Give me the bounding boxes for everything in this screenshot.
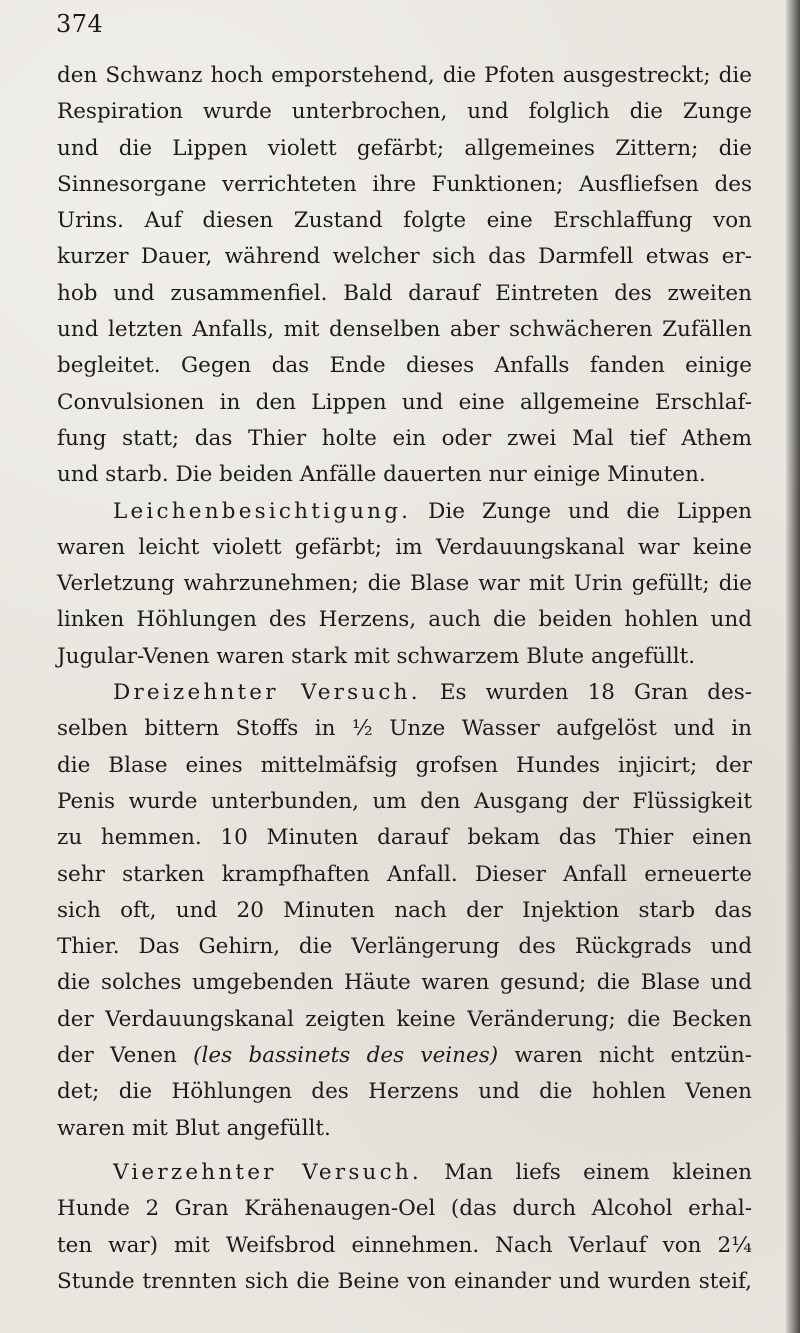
text-line: und letzten Anfalls, mit denselben aber schwächeren Zufällen (57, 317, 752, 343)
text-line: sich oft, und 20 Minuten nach der Injektion starb das (57, 897, 752, 923)
text-line: und starb. Die beiden Anfälle dauerten nur einige Minuten. (57, 462, 706, 488)
text-line: ten war) mit Weifsbrod einnehmen. Nach Verlauf von 2¼ (57, 1232, 752, 1258)
text-line: selben bittern Stoffs in ½ Unze Wasser aufgelöst und in (57, 716, 752, 742)
italic-french-phrase: (les bassinets des veines) (193, 1043, 499, 1069)
section-heading: Dreizehnter Versuch. (113, 680, 421, 706)
paragraph-3 (57, 675, 752, 1147)
text-line: Thier. Das Gehirn, die Verlängerung des Rückgrads und (57, 934, 752, 960)
text-line: den Schwanz hoch emporstehend, die Pfoten ausgestreckt; die (57, 63, 752, 88)
text-line: linken Höhlungen des Herzens, auch die beiden hohlen und (57, 607, 752, 633)
text-line: Convulsionen in den Lippen und eine allgemeine Erschlaf- (57, 389, 752, 415)
text-line: waren leicht violett gefärbt; im Verdauungskanal war keine (57, 534, 752, 560)
text-line: hob und zusammenfiel. Bald darauf Eintreten des zweiten (57, 280, 752, 306)
text-line: Respiration wurde unterbrochen, und folglich die Zunge (57, 99, 752, 125)
paragraph-first-line (57, 675, 752, 711)
text-line: Jugular-Venen waren stark mit schwarzem Blute angefüllt. (57, 643, 696, 669)
text-line: Hunde 2 Gran Krähenaugen-Oel (das durch Alcohol erhal- (57, 1196, 752, 1222)
section-heading: Leichenbesichtigung. (113, 498, 412, 524)
text-span: Es wurden 18 Gran des- (439, 680, 753, 706)
text-line: Urins. Auf diesen Zustand folgte eine Erschlaffung von (57, 208, 752, 234)
paragraph-4 (57, 1155, 752, 1300)
paragraph-1 (57, 58, 752, 494)
text-line: die solches umgebenden Häute waren gesund; die Blase und (57, 970, 752, 996)
text-line: sehr starken krampfhaften Anfall. Dieser Anfall erneuerte (57, 861, 752, 887)
text-line: Verletzung wahrzunehmen; die Blase war mit Urin gefüllt; die (57, 571, 752, 597)
text-line: Sinnesorgane verrichteten ihre Funktionen; Ausfliefsen des (57, 171, 752, 197)
paragraph-first-line (57, 1155, 752, 1191)
text-line: begleitet. Gegen das Ende dieses Anfalls fanden einige (57, 353, 752, 379)
text-line: Penis wurde unterbunden, um den Ausgang der Flüssigkeit (57, 788, 752, 814)
body-text (57, 58, 752, 1300)
text-line-with-italic (57, 1038, 752, 1074)
text-span: der Venen (57, 1043, 177, 1069)
paragraph-first-line (57, 494, 752, 530)
text-line: waren mit Blut angefüllt. (57, 1115, 331, 1141)
text-line: Stunde trennten sich die Beine von einander und wurden steif, (57, 1268, 752, 1294)
text-line: zu hemmen. 10 Minuten darauf bekam das Thier einen (57, 825, 752, 851)
text-span: waren nicht entzün- (514, 1043, 753, 1069)
paragraph-2 (57, 494, 752, 675)
text-line: der Verdauungskanal zeigten keine Veränderung; die Becken (57, 1006, 752, 1032)
text-line: det; die Höhlungen des Herzens und die hohlen Venen (57, 1079, 752, 1105)
text-line: und die Lippen violett gefärbt; allgemeines Zittern; die (57, 135, 752, 161)
text-span: Die Zunge und die Lippen (428, 498, 752, 524)
text-line: fung statt; das Thier holte ein oder zwei Mal tief Athem (57, 425, 752, 451)
page-edge-shadow (786, 0, 800, 1333)
page-number: 374 (56, 10, 104, 38)
text-span: Man liefs einem kleinen (444, 1159, 752, 1185)
text-line: die Blase eines mittelmäfsig grofsen Hundes injicirt; der (57, 752, 752, 778)
paragraph-gap (57, 1147, 752, 1155)
section-heading: Vierzehnter Versuch. (113, 1159, 422, 1185)
text-line: kurzer Dauer, während welcher sich das Darmfell etwas er- (57, 244, 752, 270)
